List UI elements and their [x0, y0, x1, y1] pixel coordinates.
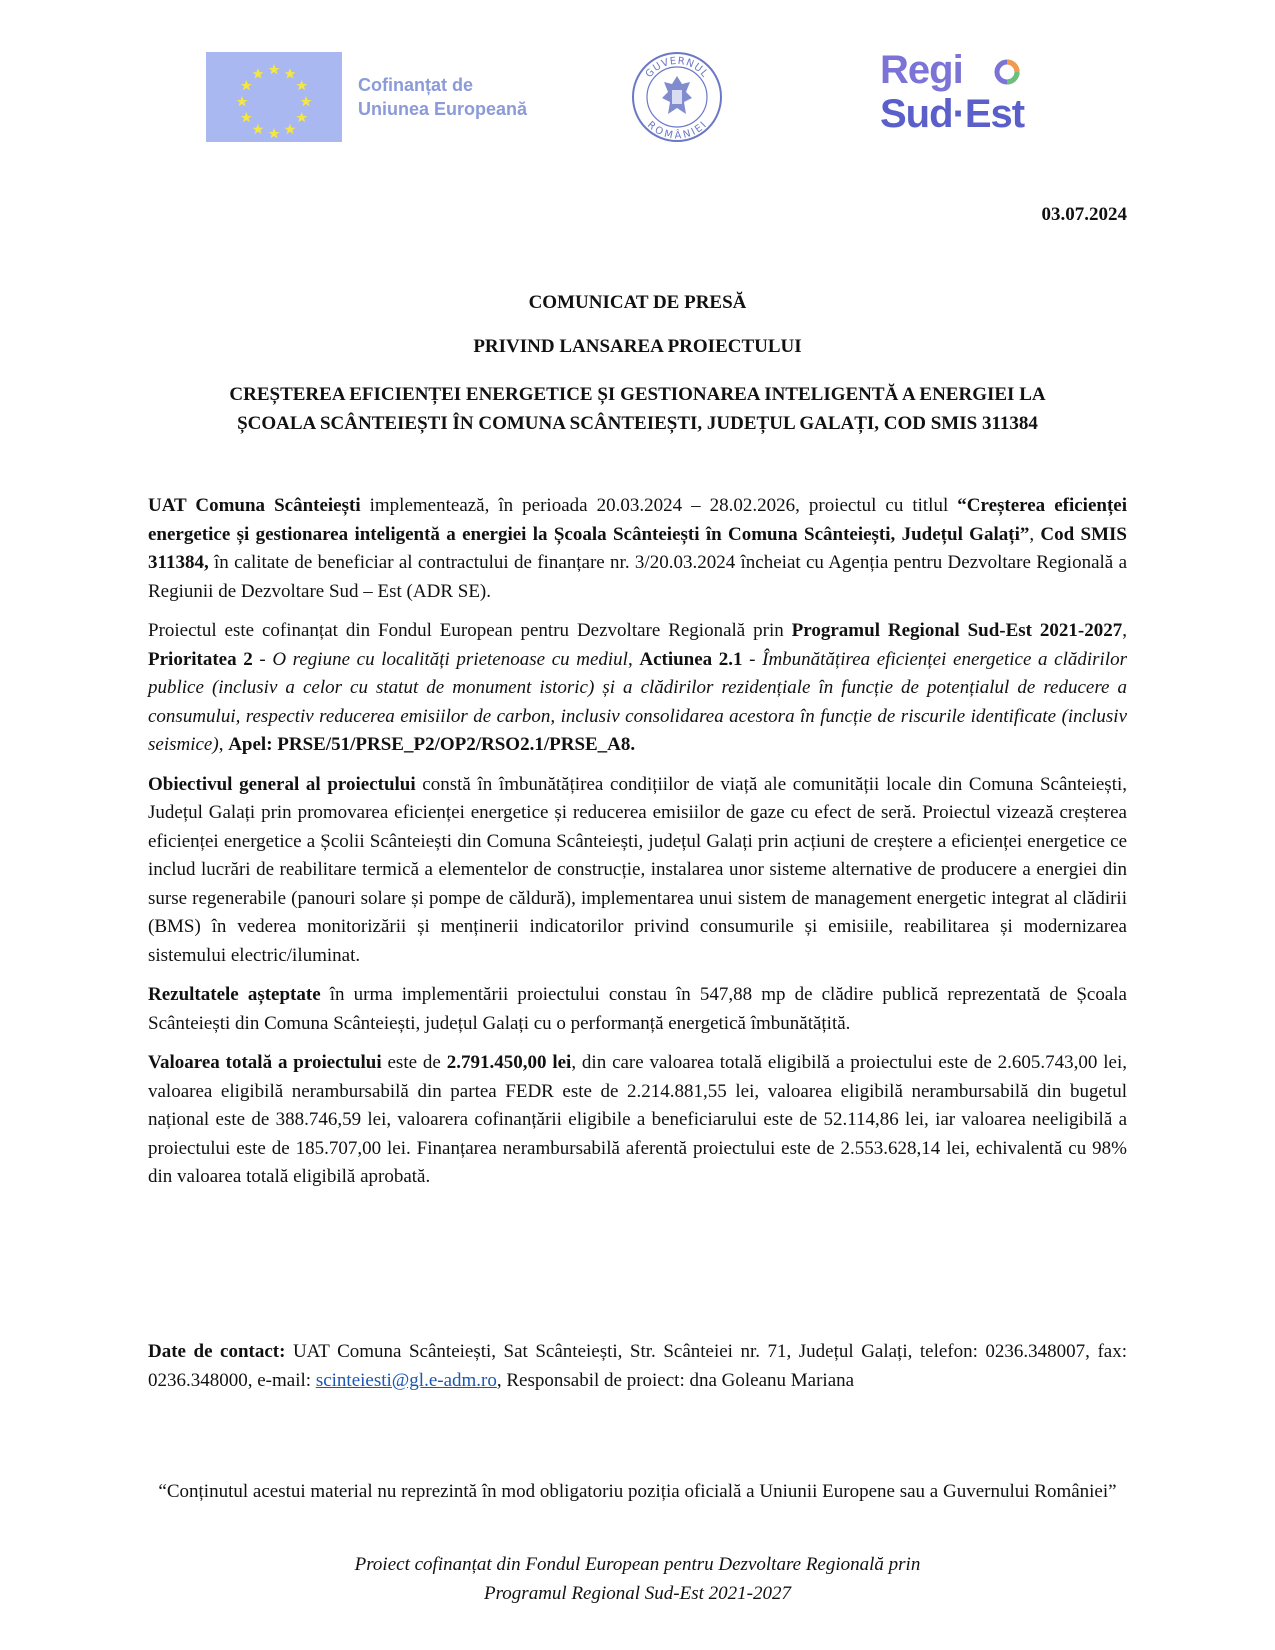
program-name: Programul Regional Sud-Est 2021-2027	[791, 620, 1123, 641]
project-title-line1: CREȘTEREA EFICIENȚEI ENERGETICE ȘI GESTIONAREA INTELIGENTĂ A ENERGIEI LA	[229, 384, 1046, 405]
total-value: 2.791.450,00 lei	[446, 1052, 572, 1073]
seal-top-text: GUVERNUL	[643, 55, 711, 81]
press-release-body	[148, 492, 1127, 1203]
project-name: “Creșterea eficienței energetice și gestionarea inteligentă a energiei la Școala Scânteiești în Comuna Scânteiești, Județul Galați”	[148, 495, 1127, 545]
value-label: Valoarea totală a proiectului	[148, 1052, 382, 1073]
text-span: ,	[1122, 620, 1127, 641]
beneficiary-name: UAT Comuna Scânteiești	[148, 495, 361, 516]
paragraph-objective	[148, 771, 1127, 971]
action-label: Actiunea 2.1	[639, 648, 743, 670]
project-title-line2: ȘCOALA SCÂNTEIEȘTI ÎN COMUNA SCÂNTEIEȘTI, JUDEȚUL GALAȚI, COD SMIS 311384	[237, 413, 1038, 434]
text-span: -	[252, 648, 273, 670]
disclaimer: “Conținutul acestui material nu reprezintă în mod obligatoriu poziția oficială a Uniunii Europene sau a Guvernului României”	[158, 1481, 1117, 1502]
text-span: Proiectul este cofinanțat din Fondul European pentru Dezvoltare Regională prin	[148, 620, 792, 641]
action-description: Îmbunătățirea eficienței energetice a clădirilor publice (inclusiv a celor cu statut de monument istoric) și a clădirilor rezidențiale în funcție de potențialul de reducere a consumului, respectiv reducerea emisiilor de carbon, inclusiv consolidarea acestora în funcție de riscurile identificate (inclusiv seismice)	[148, 648, 1128, 755]
regio-line1	[880, 48, 1030, 92]
priority-description: O regiune cu localități prietenoase cu mediul	[272, 648, 628, 670]
email-link[interactable]: scinteiesti@gl.e-adm.ro	[315, 1369, 497, 1391]
paragraph-intro	[148, 492, 1127, 606]
results-label: Rezultatele așteptate	[148, 984, 321, 1005]
text-span: în urma implementării proiectului constau în 547,88 mp de clădire publică reprezentată de Școala Scânteiești din Comuna Scânteiești, județul Galați cu o performanță energetică îmbunătățită.	[148, 984, 1127, 1034]
smis-code: Cod SMIS 311384,	[148, 523, 1127, 573]
government-seal-icon	[630, 50, 724, 144]
paragraph-results	[148, 981, 1127, 1038]
text-span: ,	[218, 734, 229, 755]
logo-bar	[0, 48, 1275, 148]
footer-line2: Programul Regional Sud-Est 2021-2027	[484, 1583, 791, 1604]
project-title	[148, 380, 1127, 438]
page-subtitle: PRIVIND LANSAREA PROIECTULUI	[473, 336, 802, 357]
call-code: Apel: PRSE/51/PRSE_P2/OP2/RSO2.1/PRSE_A8.	[228, 734, 636, 755]
press-release-date: 03.07.2024	[1041, 204, 1127, 225]
text-span: implementează, în perioada 20.03.2024 – 28.02.2026, proiectul cu titlul	[360, 495, 958, 516]
text-span: , Responsabil de proiect: dna Goleanu Mariana	[496, 1369, 855, 1391]
page-title: COMUNICAT DE PRESĂ	[528, 292, 747, 313]
paragraph-value	[148, 1049, 1127, 1192]
contact-label: Date de contact:	[148, 1341, 286, 1362]
priority-label: Prioritatea 2	[148, 648, 253, 670]
eu-cofinanced-text	[358, 73, 527, 121]
objective-label: Obiectivul general al proiectului	[148, 773, 416, 795]
text-span: ,	[627, 648, 640, 670]
text-span: UAT Comuna Scânteiești, Sat Scânteiești, Str. Scânteiei nr. 71, Județul Galați, telefon: 0236.348007, fax: 0236.348000, e-mail:	[148, 1341, 1127, 1391]
regio-sud-est-logo	[880, 48, 1030, 148]
footer-line1: Proiect cofinanțat din Fondul European pentru Dezvoltare Regională prin	[354, 1554, 921, 1575]
eu-text-line1: Cofinanțat de	[358, 75, 473, 95]
paragraph-funding	[148, 617, 1127, 760]
seal-bottom-text: ROMÂNIEI	[644, 119, 710, 142]
eu-cofinanced-logo	[206, 52, 550, 142]
text-span: este de	[381, 1052, 447, 1073]
contact-details	[148, 1338, 1127, 1395]
text-span: ,	[1029, 523, 1041, 545]
text-span: , din care valoarea totală eligibilă a proiectului este de 2.605.743,00 lei, valoarea eligibilă nerambursabilă din partea FEDR este de 2.214.881,55 lei, valoarea eligibilă nerambursabilă din bugetul național este de 388.746,59 lei, valoarera cofinanțării eligibile a beneficiarului este de 52.114,86 lei, iar valoarea neeligibilă a proiectului este de 185.707,00 lei. Finanțarea nerambursabilă aferentă proiectului este de 2.553.628,14 lei, echivalentă cu 98% din valoarea totală eligibilă aprobată.	[148, 1052, 1127, 1187]
svg-text:ROMÂNIEI	[645, 120, 710, 142]
footer-note	[148, 1550, 1127, 1608]
regio-text: Regi	[880, 48, 963, 92]
text-span: în calitate de beneficiar al contractului de finanțare nr. 3/20.03.2024 încheiat cu Agenția pentru Dezvoltare Regională a Regiunii de Dezvoltare Sud – Est (ADR SE).	[148, 552, 1127, 602]
eu-flag-icon	[206, 52, 342, 142]
eu-text-line2: Uniunea Europeană	[358, 99, 528, 119]
regio-o-icon	[993, 58, 1021, 86]
text-span: -	[742, 648, 763, 670]
regio-line2: Sud·Est	[880, 92, 1025, 136]
text-span: constă în îmbunătățirea condițiilor de viață ale comunității locale din Comuna Scânteiești, Județul Galați prin promovarea eficienței energetice și reducerea emisiilor de gaze cu efect de seră. Proiectul vizează creșterea eficienței energetice a Școlii Scânteiești din Comuna Scânteiești, județul Galați prin acțiuni de creștere a eficienței energetice ce includ lucrări de reabilitare termică a elementelor de construcție, instalarea unor sisteme alternative de producere a energiei din surse regenerabile (panouri solare și pompe de căldură), implementarea unui sistem de management energetic integrat al clădirii (BMS) în vederea monitorizării și menținerii indicatorilor privind consumurile și emisiile, reabilitarea și modernizarea sistemului electric/iluminat.	[148, 773, 1127, 966]
